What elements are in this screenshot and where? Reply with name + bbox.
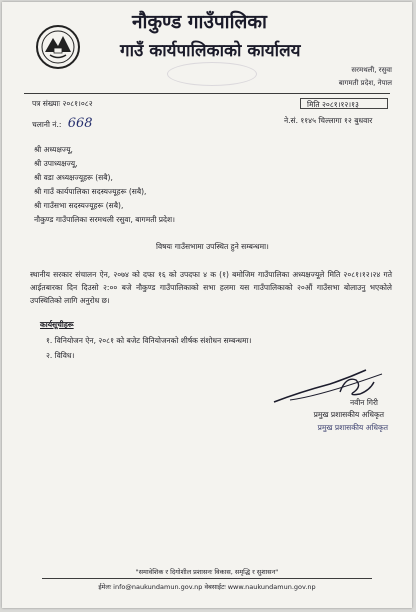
recipient-line: श्री उपाध्यक्षज्यू,: [34, 159, 78, 168]
date-box: मिति २०८१।१२।१३: [300, 98, 388, 109]
recipient-line: नौकुण्ड गाउँपालिका सरमथली रसुवा, बागमती प्रदेश।: [34, 215, 175, 224]
recipient-line: श्री गाउँसभा सदस्यज्यूहरू (सबै),: [34, 201, 124, 210]
footer-divider: [42, 578, 372, 579]
address-line-2: बागमती प्रदेश, नेपाल: [338, 79, 392, 87]
faded-stamp: [167, 62, 257, 86]
header-divider: [24, 93, 390, 94]
nepal-sambat: ने.सं. ११४५ चिल्लागा १२ बुधवार: [284, 116, 373, 125]
agenda-item: २. विविध।: [46, 351, 75, 360]
signatory-name: नवीन गिरी: [350, 398, 378, 407]
recipient-line: श्री गाउँ कार्यपालिका सदस्यज्यूहरू (सबै),: [34, 187, 147, 196]
letter-page: [2, 2, 412, 608]
footer-contact: ईमेलः info@naukundamun.gov.np वेबसाईटः www.naukundamun.gov.np: [98, 583, 316, 591]
subject-line: विषयः गाउँसभामा उपस्थित हुने सम्बन्धमा।: [156, 242, 269, 251]
footer-motto: "समावेशिक र दिगोशील प्रशासनः विकास, समृद्धि र सुशासन": [135, 568, 279, 576]
patra-value: २०८१।०८२: [62, 99, 93, 108]
signatory-title: प्रमुख प्रशासकीय अधिकृत: [313, 410, 384, 419]
recipient-line: श्री वडा अध्यक्षज्यूहरू (सबै),: [34, 173, 113, 182]
office-name: नौकुण्ड गाउँपालिका: [132, 11, 267, 33]
agenda-title: कार्यसूचीहरू: [40, 320, 74, 329]
chalani-value: 668: [67, 116, 93, 131]
nepal-emblem-logo-icon: [35, 24, 81, 70]
address-line-1: सरमथली, रसुवा: [351, 66, 392, 74]
agenda-item: १. विनियोजन ऐन, २०८१ को बजेट विनियोजनको शीर्षक संशोधन सम्बन्धमा।: [46, 336, 252, 345]
body-paragraph: स्थानीय सरकार संचालन ऐन, २०७४ को दफा १६ को उपदफा ४ क (१) बमोजिम गाउँपालिका अध्यक्षज्यूले मिति २०८१।१२।२४ गते आईतबारका दिन दिउसो २:०० बजे नौकुण्ड गाउँपालिकाको सभा हलमा यस गाउँपालिकाको २०औं गाउँसभा बोलाउनु भएकोले उपस्थितिको लागि अनुरोध छ।: [30, 270, 392, 305]
signatory-stamp: प्रमुख प्रशासकीय अधिकृत: [317, 423, 388, 432]
patra-sankhya: पत्र संख्याः २०८१।०८२: [32, 99, 93, 108]
recipient-line: श्री अध्यक्षज्यू,: [34, 145, 73, 154]
office-subtitle: गाउँ कार्यपालिकाको कार्यालय: [120, 41, 301, 61]
chalani-number: चलानी नं.: 668: [32, 116, 93, 131]
